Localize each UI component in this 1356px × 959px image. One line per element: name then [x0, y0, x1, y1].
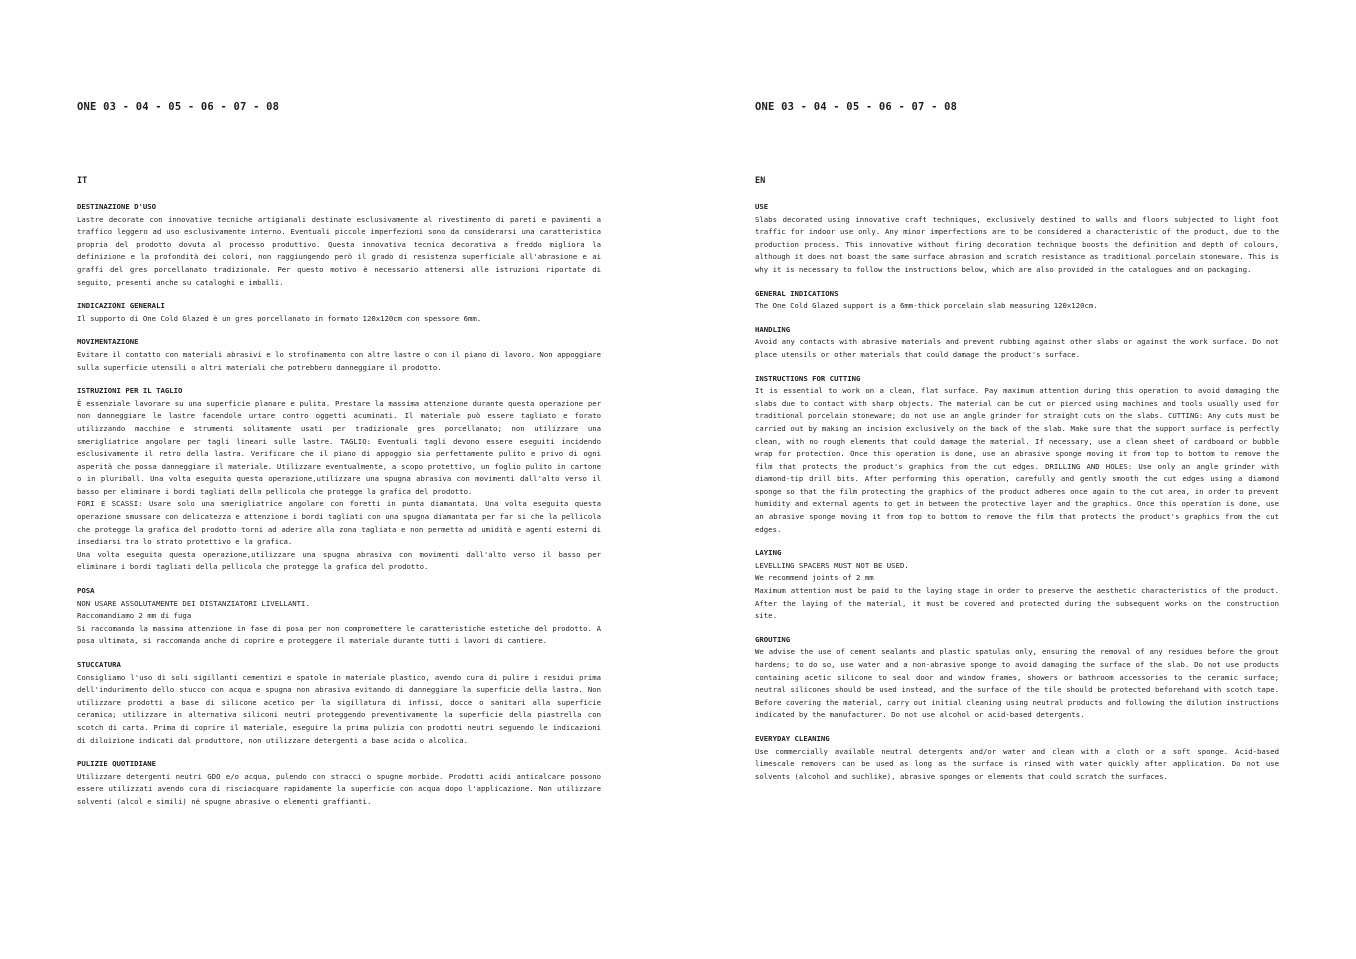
section-general	[755, 288, 1279, 313]
section-heading: POSA	[77, 586, 95, 596]
section-text: Maximum attention must be paid to the laying stage in order to preserve the aesthetic characteristics of the product. After the laying of the material, it must be covered and protected during the subsequent works on the construction site.	[755, 586, 1279, 621]
section-grouting	[77, 659, 601, 747]
section-heading: DESTINAZIONE D'USO	[77, 202, 157, 211]
section-heading: INSTRUCTIONS FOR CUTTING	[755, 373, 861, 383]
doc-title: ONE 03 - 04 - 05 - 06 - 07 - 08	[77, 101, 280, 113]
section-text: Use commercially available neutral detergents and/or water and clean with a cloth or a soft sponge. Acid-based limescale removers can be used as long as the surface is rinsed with water quickly after application. Do not use solvents (alcohol and suchlike), abrasive sponges or elements that could scratch the surfaces.	[755, 746, 1279, 781]
section-text: It is essential to work on a clean, flat surface. Pay maximum attention during this operation to avoid damaging the slabs due to contact with sharp objects. The material can be cut or pierced using machines and tools usually used for traditional porcelain stoneware; do not use an angle grinder for straight cuts on the slabs. CUTTING: Any cuts must be carried out by making an incision exclusively on the back of the slab. Make sure that the support surface is perfectly clean, with no rough elements that could damage the material. If necessary, use a clean sheet of cardboard or bubble wrap for protection. Once this operation is done, use an abrasive sponge moving it from top to bottom to remove the film that protects the product's graphics from the cut edges. DRILLING AND HOLES: Use only an angle grinder with diamond-tip drill bits. After performing this operation, carefully and gently smooth the cut edges using a diamond sponge so that the film protecting the graphics of the product adheres once again to the cut area, in order to prevent humidity and external agents to get in between the protective layer and the graphics. Once this operation is done, use an abrasive sponge moving it from top to bottom to remove the film that protects the product's graphics from the cut edges.	[755, 386, 1279, 534]
section-heading: PULIZIE QUOTIDIANE	[77, 759, 157, 769]
section-cutting	[755, 373, 1279, 537]
section-heading: ISTRUZIONI PER IL TAGLIO	[77, 386, 183, 396]
english-content	[755, 201, 1279, 794]
section-line: LEVELLING SPACERS MUST NOT BE USED.	[755, 560, 909, 570]
section-laying	[77, 585, 601, 648]
section-text: Avoid any contacts with abrasive materials and prevent rubbing against other slabs or against the work surface. Do not place utensils or other materials that could damage the product's surface.	[755, 337, 1279, 359]
section-handling	[77, 336, 601, 374]
section-text: Lastre decorate con innovative tecniche artigianali destinate esclusivamente al rivestimento di pareti e pavimenti a traffico leggero ad uso esclusivamente interno. Eventuali piccole imperfezioni sono da considerarsi una caratteristica propria del prodotto dovuta al processo produttivo. Questa innovativa tecnica decorativa a freddo migliora la definizione e la profondità dei colori, non raggiungendo però il grado di resistenza superficiale all'abrasione e ai graffi del gres porcellanato tradizionale. Per questo motivo è necessario attenersi alle istruzioni riportate di seguito, presenti anche su cataloghi e imballi.	[77, 214, 601, 287]
language-label: EN	[755, 176, 766, 186]
section-heading: LAYING	[755, 548, 782, 558]
section-text: Il supporto di One Cold Glazed è un gres porcellanato in formato 120x120cm con spessore 6mm.	[77, 313, 482, 323]
section-line: NON USARE ASSOLUTAMENTE DEI DISTANZIATORI LIVELLANTI.	[77, 598, 310, 608]
section-text: The One Cold Glazed support is a 6mm-thick porcelain slab measuring 120x120cm.	[755, 301, 1098, 311]
section-line: We recommend joints of 2 mm	[755, 573, 874, 583]
section-text: Si raccomanda la massima attenzione in fase di posa per non compromettere le caratteristiche estetiche del prodotto. A posa ultimata, si raccomanda anche di coprire e proteggere il materiale durante tutti i lavori di cantiere.	[77, 623, 601, 646]
section-grouting	[755, 634, 1279, 722]
section-text: È essenziale lavorare su una superficie planare e pulita. Prestare la massima attenzione durante questa operazione per non danneggiare le lastre facendole urtare contro oggetti acuminati. Il materiale può essere tagliato e forato utilizzando macchine e strumenti solitamente usati per tradizionale gres porcellanato; non utilizzare una smerigliatrice angolare per tagli lineari sulle lastre. TAGLIO: Eventuali tagli devono essere eseguiti incidendo esclusivamente il retro della lastra. Verificare che il piano di appoggio sia perfettamente pulito e privo di ogni asperità che possa danneggiare il materiale. Utilizzare eventualmente, a scopo protettivo, un foglio pulito in cartone o in pluriball. Una volta eseguita questa operazione,utilizzare una spugna abrasiva con movimenti dall'alto verso il basso per eliminare i bordi tagliati della pellicola che protegge la grafica del prodotto.	[77, 398, 601, 496]
section-heading: INDICAZIONI GENERALI	[77, 301, 165, 311]
section-laying	[755, 547, 1279, 623]
section-heading: MOVIMENTAZIONE	[77, 337, 139, 347]
section-text: Consigliamo l'uso di soli sigillanti cementizi e spatole in materiale plastico, avendo cura di pulire i residui prima dell'indurimento dello stucco con acqua e spugna non abrasiva evitando di danneggiare la superficie della lastra. Non utilizzare prodotti a base di silicone acetico per la sigillatura di infissi, docce o sanitari alla superficie ceramica; utilizzare in alternativa siliconi neutri proteggendo preventivamente la superficie della piastrella con scotch di carta. Prima di coprire il materiale, eseguire la prima pulizia con prodotti neutri seguendo le indicazioni di diluizione indicati dal produttore, non utilizzare detergenti a base acida o alcolica.	[77, 672, 601, 745]
section-cleaning	[77, 758, 601, 808]
section-heading: USE	[755, 202, 769, 211]
section-text: FORI E SCASSI: Usare solo una smerigliatrice angolare con foretti in punta diamantata. Una volta eseguita questa operazione smussare con delicatezza e attenzione i bordi tagliati con una spugna diamantata per far si che la pellicola che protegge la grafica del prodotto torni ad aderire alla zona tagliata e non permetta ad umidità e agenti esterni di insediarsi tra lo strato protettivo e la grafica.	[77, 499, 601, 547]
section-general	[77, 300, 601, 325]
section-text: Evitare il contatto con materiali abrasivi e lo strofinamento con altre lastre o con il piano di lavoro. Non appoggiare sulla superficie utensili o altri materiali che potrebbero danneggiare il prodotto.	[77, 349, 601, 372]
section-cutting	[77, 385, 601, 574]
section-heading: EVERYDAY CLEANING	[755, 733, 830, 743]
section-heading: GENERAL INDICATIONS	[755, 288, 839, 298]
section-heading: GROUTING	[755, 634, 791, 644]
section-use	[755, 201, 1279, 277]
section-handling	[755, 324, 1279, 362]
section-heading: HANDLING	[755, 324, 791, 334]
doc-title: ONE 03 - 04 - 05 - 06 - 07 - 08	[755, 101, 958, 113]
section-text: Una volta eseguita questa operazione,utilizzare una spugna abrasiva con movimenti dall'alto verso il basso per eliminare i bordi tagliati della pellicola che protegge la grafica del prodotto.	[77, 549, 601, 572]
section-use	[77, 201, 601, 289]
section-cleaning	[755, 733, 1279, 783]
language-label: IT	[77, 176, 88, 186]
italian-content	[77, 201, 601, 820]
section-text: Utilizzare detergenti neutri GDO e/o acqua, pulendo con stracci o spugne morbide. Prodotti acidi anticalcare possono essere utilizzati avendo cura di risciacquare rapidamente la superficie con acqua dopo l'applicazione. Non utilizzare solventi (alcol e simili) né spugne abrasive o elementi graffianti.	[77, 771, 601, 806]
section-heading: STUCCATURA	[77, 660, 121, 669]
section-text: Slabs decorated using innovative craft techniques, exclusively destined to walls and floors subjected to light foot traffic for indoor use only. Any minor imperfections are to be considered a characteristic of the product, due to the production process. This innovative without firing decoration technique boosts the definition and depth of colours, although it does not boast the same surface abrasion and scratch resistance as traditional porcelain stoneware. This is why it is necessary to follow the instructions below, which are also provided in the catalogues and on packaging.	[755, 214, 1279, 274]
section-text: We advise the use of cement sealants and plastic spatulas only, ensuring the removal of any residues before the grout hardens; to do so, use water and a non-abrasive sponge to avoid damaging the surface of the slab. Do not use products containing acetic silicone to seal door and window frames, showers or bathroom accessories to the ceramic surface; neutral silicones should be used instead, and the surface of the tile should be protected beforehand with scotch tape. Before covering the material, carry out initial cleaning using neutral products and following the dilution instructions indicated by the manufacturer. Do not use alcohol or acid-based detergents.	[755, 647, 1279, 720]
section-line: Raccomandiamo 2 mm di fuga	[77, 611, 192, 621]
